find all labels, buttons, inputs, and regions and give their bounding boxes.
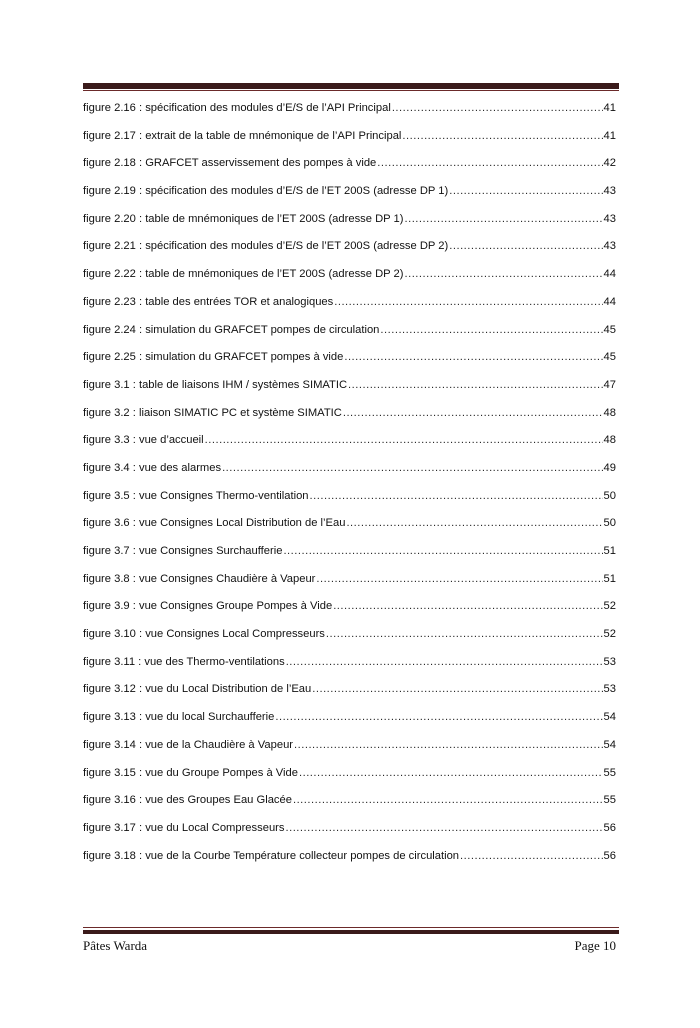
toc-leader-dots (294, 739, 603, 751)
toc-entry-label: figure 3.9 : vue Consignes Groupe Pompes à Vide (83, 600, 333, 613)
toc-entry[interactable] (83, 407, 616, 435)
toc-entry-label: figure 3.2 : liaison SIMATIC PC et système SIMATIC (83, 406, 342, 419)
toc-entry-label: figure 2.19 : spécification des modules d’E/S de l’ET 200S (adresse DP 1) (83, 185, 449, 198)
toc-entry[interactable] (83, 268, 616, 296)
toc-entry[interactable] (83, 490, 616, 518)
toc-entry-page: 45 (603, 323, 616, 336)
toc-leader-dots (293, 794, 603, 806)
toc-entry-page: 48 (603, 434, 616, 447)
toc-entry-page: 55 (603, 766, 616, 779)
toc-leader-dots (404, 213, 602, 225)
toc-leader-dots (286, 656, 603, 668)
toc-entry[interactable] (83, 628, 616, 656)
toc-entry[interactable] (83, 711, 616, 739)
toc-entry-page: 50 (603, 489, 616, 502)
toc-entry[interactable] (83, 130, 616, 158)
toc-entry-label: figure 3.14 : vue de la Chaudière à Vapeur (83, 738, 294, 751)
toc-leader-dots (449, 185, 602, 197)
toc-entry[interactable] (83, 296, 616, 324)
toc-leader-dots (283, 545, 602, 557)
toc-entry-label: figure 3.4 : vue des alarmes (83, 461, 222, 474)
toc-leader-dots (222, 462, 602, 474)
toc-entry-label: figure 3.16 : vue des Groupes Eau Glacée (83, 794, 292, 807)
toc-entry-label: figure 3.15 : vue du Groupe Pompes à Vide (83, 766, 298, 779)
toc-entry-page: 51 (603, 545, 616, 557)
table-of-figures (83, 102, 616, 877)
toc-entry-page: 48 (603, 406, 616, 419)
toc-entry-label: figure 2.16 : spécification des modules d’E/S de l’API Principal (83, 102, 391, 114)
toc-leader-dots (334, 296, 602, 308)
footer-author: Pâtes Warda (83, 938, 148, 953)
toc-entry-label: figure 2.25 : simulation du GRAFCET pompes à vide (83, 351, 344, 364)
toc-entry[interactable] (83, 767, 616, 795)
toc-entry-label: figure 2.17 : extrait de la table de mnémonique de l’API Principal (83, 129, 402, 142)
toc-entry-page: 43 (603, 240, 616, 253)
toc-entry[interactable] (83, 850, 616, 878)
toc-leader-dots (404, 268, 602, 280)
toc-entry-label: figure 3.12 : vue du Local Distribution de l’Eau (83, 683, 312, 696)
toc-leader-dots (205, 434, 603, 446)
toc-entry-label: figure 3.17 : vue du Local Compresseurs (83, 821, 285, 834)
toc-entry-label: figure 2.20 : table de mnémoniques de l’ET 200S (adresse DP 1) (83, 212, 404, 225)
toc-entry-label: figure 3.10 : vue Consignes Local Compresseurs (83, 628, 325, 641)
toc-entry-page: 50 (603, 517, 616, 530)
toc-entry-page: 53 (603, 683, 616, 696)
footer-page-number: Page 10 (574, 938, 616, 953)
toc-entry-page: 54 (603, 738, 616, 751)
toc-entry-label: figure 3.18 : vue de la Courbe Température collecteur pompes de circulation (83, 849, 460, 862)
toc-entry-page: 45 (603, 351, 616, 364)
toc-leader-dots (310, 490, 603, 502)
footer-rule (83, 930, 619, 934)
toc-leader-dots (392, 102, 603, 114)
toc-entry-page: 52 (603, 600, 616, 613)
header-rule (83, 83, 619, 89)
toc-entry-page: 56 (603, 849, 616, 862)
toc-leader-dots (285, 822, 602, 834)
toc-leader-dots (377, 157, 602, 169)
toc-entry-page: 47 (603, 378, 616, 391)
toc-leader-dots (344, 351, 602, 363)
toc-entry-label: figure 3.11 : vue des Thermo-ventilations (83, 655, 285, 668)
toc-leader-dots (346, 517, 602, 529)
toc-leader-dots (460, 850, 603, 862)
toc-entry-label: figure 3.8 : vue Consignes Chaudière à Vapeur (83, 572, 316, 585)
toc-entry[interactable] (83, 324, 616, 352)
toc-entry-page: 54 (603, 711, 616, 724)
toc-entry[interactable] (83, 185, 616, 213)
toc-entry-page: 53 (603, 655, 616, 668)
toc-leader-dots (275, 711, 602, 723)
toc-leader-dots (449, 240, 602, 252)
toc-entry[interactable] (83, 573, 616, 601)
toc-leader-dots (312, 683, 602, 695)
toc-entry[interactable] (83, 157, 616, 185)
toc-entry-label: figure 2.18 : GRAFCET asservissement des pompes à vide (83, 157, 377, 170)
toc-entry[interactable] (83, 794, 616, 822)
toc-entry-page: 43 (603, 185, 616, 198)
toc-entry-page: 44 (603, 295, 616, 308)
toc-entry-label: figure 2.22 : table de mnémoniques de l’ET 200S (adresse DP 2) (83, 268, 404, 281)
toc-entry[interactable] (83, 351, 616, 379)
toc-entry-label: figure 2.24 : simulation du GRAFCET pompes de circulation (83, 323, 380, 336)
toc-entry-label: figure 2.21 : spécification des modules d’E/S de l’ET 200S (adresse DP 2) (83, 240, 449, 253)
toc-entry-label: figure 3.6 : vue Consignes Local Distribution de l’Eau (83, 517, 346, 530)
toc-entry-label: figure 2.23 : table des entrées TOR et analogiques (83, 295, 334, 308)
toc-entry-page: 43 (603, 212, 616, 225)
toc-entry-page: 55 (603, 794, 616, 807)
toc-entry-label: figure 3.13 : vue du local Surchaufferie (83, 711, 275, 724)
toc-entry[interactable] (83, 600, 616, 628)
toc-entry-label: figure 3.3 : vue d’accueil (83, 434, 204, 447)
toc-entry[interactable] (83, 102, 616, 130)
toc-entry-label: figure 3.5 : vue Consignes Thermo-ventilation (83, 489, 309, 502)
toc-entry[interactable] (83, 545, 616, 573)
toc-entry-label: figure 3.1 : table de liaisons IHM / systèmes SIMATIC (83, 378, 348, 391)
toc-entry[interactable] (83, 434, 616, 462)
toc-entry-page: 41 (603, 129, 616, 142)
toc-entry[interactable] (83, 240, 616, 268)
toc-entry-page: 56 (603, 821, 616, 834)
toc-entry-page: 51 (603, 572, 616, 585)
toc-entry[interactable] (83, 213, 616, 241)
toc-entry[interactable] (83, 379, 616, 407)
toc-leader-dots (380, 324, 602, 336)
toc-entry-label: figure 3.7 : vue Consignes Surchaufferie (83, 545, 283, 557)
toc-leader-dots (402, 130, 602, 142)
toc-leader-dots (326, 628, 603, 640)
toc-leader-dots (343, 407, 603, 419)
toc-entry[interactable] (83, 462, 616, 490)
toc-entry[interactable] (83, 739, 616, 767)
toc-entry-page: 52 (603, 628, 616, 641)
toc-leader-dots (333, 600, 602, 612)
toc-entry-page: 42 (603, 157, 616, 170)
toc-entry[interactable] (83, 517, 616, 545)
toc-entry[interactable] (83, 683, 616, 711)
toc-leader-dots (348, 379, 603, 391)
toc-leader-dots (299, 767, 603, 779)
toc-entry[interactable] (83, 656, 616, 684)
toc-leader-dots (316, 573, 602, 585)
toc-entry-page: 41 (603, 102, 616, 114)
toc-entry-page: 49 (603, 461, 616, 474)
toc-entry[interactable] (83, 822, 616, 850)
toc-entry-page: 44 (603, 268, 616, 281)
